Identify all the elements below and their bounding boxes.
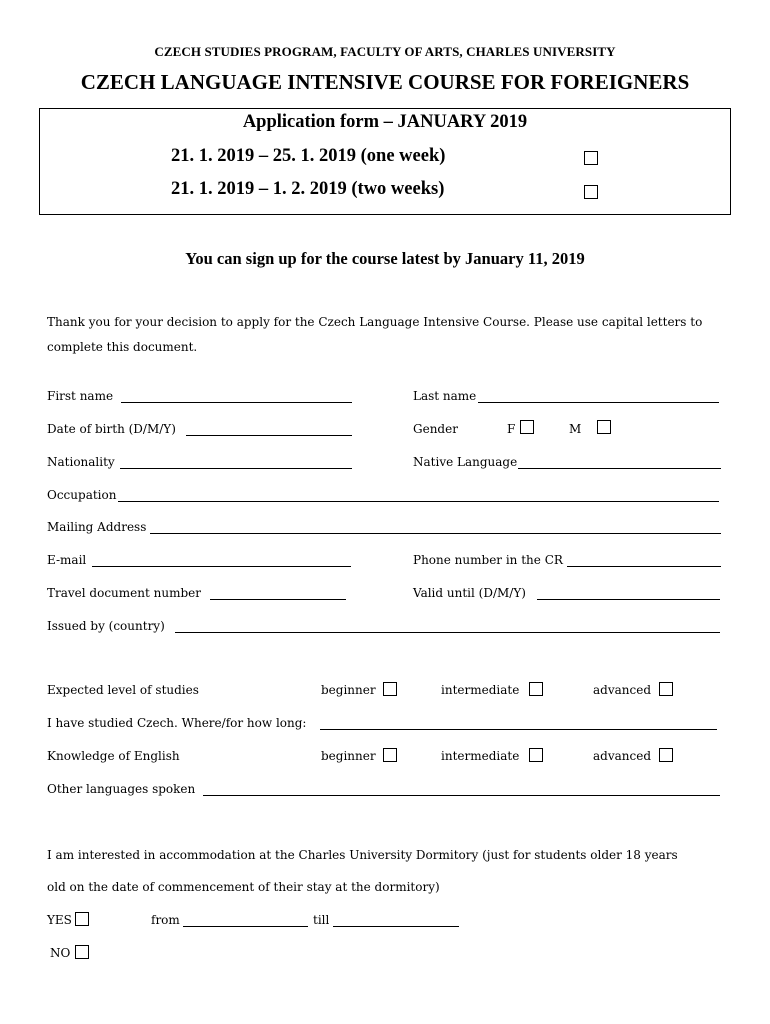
english-advanced-label: advanced bbox=[593, 749, 652, 763]
knowledge-english-label: Knowledge of English bbox=[47, 749, 180, 763]
date-of-birth-field[interactable] bbox=[186, 435, 352, 436]
studied-czech-label: I have studied Czech. Where/for how long: bbox=[47, 716, 307, 730]
accommodation-line-1: I am interested in accommodation at the Charles University Dormitory (just for students older 18 years bbox=[47, 848, 678, 862]
last-name-label: Last name bbox=[413, 389, 477, 403]
gender-f-checkbox[interactable] bbox=[520, 420, 534, 434]
occupation-label: Occupation bbox=[47, 488, 117, 502]
first-name-label: First name bbox=[47, 389, 114, 403]
gender-m-checkbox[interactable] bbox=[597, 420, 611, 434]
expected-level-label: Expected level of studies bbox=[47, 683, 199, 697]
mailing-address-field[interactable] bbox=[150, 533, 721, 534]
course-title: CZECH LANGUAGE INTENSIVE COURSE FOR FOREIGNERS bbox=[80, 70, 690, 94]
english-intermediate-label: intermediate bbox=[441, 749, 520, 763]
option-one-week-checkbox[interactable] bbox=[584, 151, 598, 165]
email-label: E-mail bbox=[47, 553, 87, 567]
english-beginner-checkbox[interactable] bbox=[383, 748, 397, 762]
nationality-field[interactable] bbox=[120, 468, 352, 469]
accommodation-yes-checkbox[interactable] bbox=[75, 912, 89, 926]
phone-field[interactable] bbox=[567, 566, 721, 567]
studied-czech-field[interactable] bbox=[320, 729, 717, 730]
accommodation-line-2: old on the date of commencement of their stay at the dormitory) bbox=[47, 880, 440, 894]
phone-label: Phone number in the CR bbox=[413, 553, 563, 567]
gender-m-label: M bbox=[569, 422, 582, 436]
email-field[interactable] bbox=[92, 566, 351, 567]
expected-level-intermediate-checkbox[interactable] bbox=[529, 682, 543, 696]
date-of-birth-label: Date of birth (D/M/Y) bbox=[47, 422, 176, 436]
nationality-label: Nationality bbox=[47, 455, 115, 469]
travel-document-field[interactable] bbox=[210, 599, 346, 600]
occupation-field[interactable] bbox=[118, 501, 719, 502]
expected-level-beginner-checkbox[interactable] bbox=[383, 682, 397, 696]
accommodation-till-field[interactable] bbox=[333, 926, 459, 927]
issued-by-field[interactable] bbox=[175, 632, 720, 633]
accommodation-yes-label: YES bbox=[47, 913, 72, 927]
mailing-address-label: Mailing Address bbox=[47, 520, 147, 534]
valid-until-label: Valid until (D/M/Y) bbox=[413, 586, 526, 600]
expected-level-intermediate-label: intermediate bbox=[441, 683, 520, 697]
intro-line-1: Thank you for your decision to apply for the Czech Language Intensive Course. Please use capital letters to bbox=[47, 315, 703, 329]
valid-until-field[interactable] bbox=[537, 599, 720, 600]
native-language-field[interactable] bbox=[518, 468, 721, 469]
option-two-weeks-label: 21. 1. 2019 – 1. 2. 2019 (two weeks) bbox=[171, 179, 445, 199]
native-language-label: Native Language bbox=[413, 455, 518, 469]
expected-level-advanced-checkbox[interactable] bbox=[659, 682, 673, 696]
option-two-weeks-checkbox[interactable] bbox=[584, 185, 598, 199]
university-header: CZECH STUDIES PROGRAM, FACULTY OF ARTS, CHARLES UNIVERSITY bbox=[154, 44, 616, 59]
gender-label: Gender bbox=[413, 422, 458, 436]
other-languages-label: Other languages spoken bbox=[47, 782, 196, 796]
expected-level-advanced-label: advanced bbox=[593, 683, 652, 697]
option-one-week-label: 21. 1. 2019 – 25. 1. 2019 (one week) bbox=[171, 146, 446, 166]
deadline-notice: You can sign up for the course latest by January 11, 2019 bbox=[185, 249, 585, 268]
accommodation-from-field[interactable] bbox=[183, 926, 308, 927]
other-languages-field[interactable] bbox=[203, 795, 720, 796]
issued-by-label: Issued by (country) bbox=[47, 619, 165, 633]
last-name-field[interactable] bbox=[478, 402, 719, 403]
english-beginner-label: beginner bbox=[321, 749, 376, 763]
english-intermediate-checkbox[interactable] bbox=[529, 748, 543, 762]
first-name-field[interactable] bbox=[121, 402, 352, 403]
accommodation-till-label: till bbox=[313, 913, 330, 927]
gender-f-label: F bbox=[507, 422, 516, 436]
accommodation-from-label: from bbox=[151, 913, 180, 927]
intro-line-2: complete this document. bbox=[47, 340, 198, 354]
expected-level-beginner-label: beginner bbox=[321, 683, 376, 697]
accommodation-no-checkbox[interactable] bbox=[75, 945, 89, 959]
accommodation-no-label: NO bbox=[50, 946, 71, 960]
application-title: Application form – JANUARY 2019 bbox=[242, 112, 528, 132]
travel-document-label: Travel document number bbox=[47, 586, 201, 600]
english-advanced-checkbox[interactable] bbox=[659, 748, 673, 762]
